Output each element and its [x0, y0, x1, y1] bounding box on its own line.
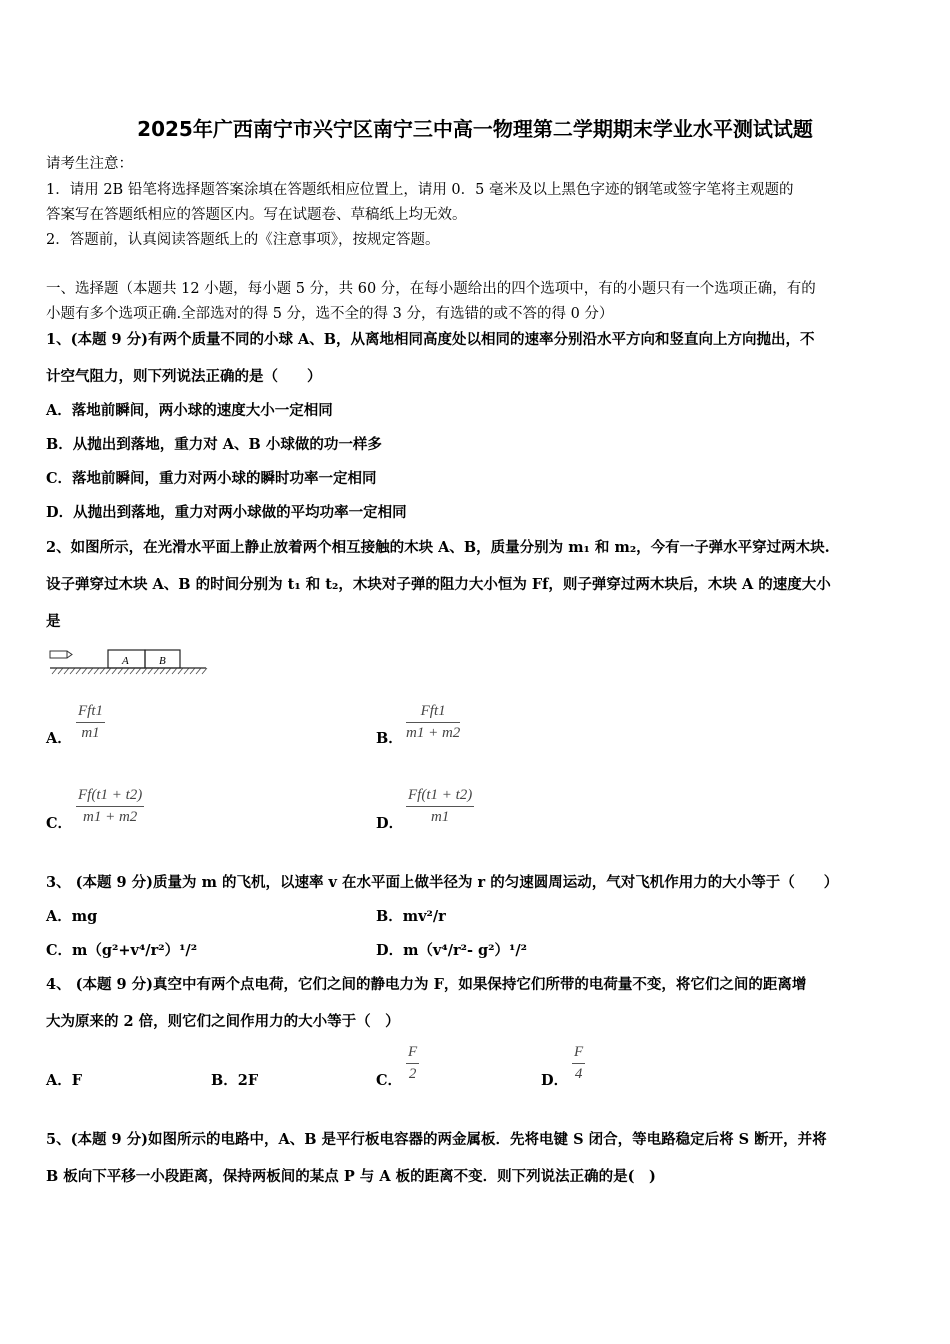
q4-stem-2: 大为原来的 2 倍，则它们之间作用力的大小等于（ ） [46, 1013, 400, 1030]
page-title: 2025年广西南宁市兴宁区南宁三中高一物理第二学期期末学业水平测试试题 [137, 117, 813, 141]
q1-option-d: D．从抛出到落地，重力对两小球做的平均功率一定相同 [46, 504, 407, 521]
q3-stem: 3、 (本题 9 分)质量为 m 的飞机，以速率 v 在水平面上做半径为 r 的匀速圆周运动，气对飞机作用力的大小等于（ ） [46, 874, 839, 891]
q2-option-c-denominator: m1 + m2 [82, 809, 138, 825]
q2-stem-1: 2、如图所示，在光滑水平面上静止放着两个相互接触的木块 A、B，质量分别为 m₁ 和 m₂，今有一子弹水平穿过两木块. [46, 539, 830, 556]
q2-option-b-fraction [406, 703, 460, 742]
q4-option-c-numerator: F [406, 1044, 419, 1064]
q1-option-a: A．落地前瞬间，两小球的速度大小一定相同 [46, 402, 333, 419]
q4-option-c-fraction [406, 1044, 419, 1083]
notice-line-2: 2．答题前，认真阅读答题纸上的《注意事项》，按规定答题。 [46, 232, 440, 248]
q2-option-d-denominator: m1 [430, 809, 450, 825]
notice-line-1a: 1．请用 2B 铅笔将选择题答案涂填在答题纸相应位置上，请用 0．5 毫米及以上黑色字迹的钢笔或签字笔将主观题的 [46, 182, 794, 198]
q2-option-b-label: B． [376, 730, 403, 747]
block-a-label: A [122, 655, 129, 667]
ground-hatch [52, 668, 207, 674]
q1-option-b: B．从抛出到落地，重力对 A、B 小球做的功一样多 [46, 436, 382, 453]
section-heading-1: 一、选择题（本题共 12 小题，每小题 5 分，共 60 分，在每小题给出的四个选项中，有的小题只有一个选项正确，有的 [46, 281, 816, 297]
q4-option-d-denominator: 4 [574, 1066, 583, 1082]
q3-option-d: D．m（v⁴/r²- g²）¹/² [376, 942, 528, 959]
q2-option-a-denominator: m1 [81, 725, 100, 741]
q2-option-a-numerator: Fft1 [76, 703, 105, 723]
notice-line-1b: 答案写在答题纸相应的答题区内。写在试题卷、草稿纸上均无效。 [46, 207, 467, 223]
q2-option-a-fraction [76, 703, 105, 742]
q2-option-c-numerator: Ff(t1 + t2) [76, 787, 144, 807]
block-b-label: B [159, 655, 166, 667]
section-heading-2: 小题有多个选项正确.全部选对的得 5 分，选不全的得 3 分，有选错的或不答的得 0 分） [46, 306, 614, 322]
q3-option-b: B．mv²/r [376, 908, 446, 925]
q4-option-c-label: C． [376, 1072, 403, 1089]
q2-option-a-label: A． [46, 730, 72, 747]
q3-option-c: C．m（g²+v⁴/r²）¹/² [46, 942, 198, 959]
q3-option-a: A．mg [46, 908, 98, 925]
q5-stem-1: 5、(本题 9 分)如图所示的电路中，A、B 是平行板电容器的两金属板．先将电键 S 闭合，等电路稳定后将 S 断开，并将 [46, 1131, 827, 1148]
q2-option-d-numerator: Ff(t1 + t2) [406, 787, 474, 807]
q2-stem-2: 设子弹穿过木块 A、B 的时间分别为 t₁ 和 t₂，木块对子弹的阻力大小恒为 Ff，则子弹穿过两木块后，木块 A 的速度大小 [46, 576, 831, 593]
q2-option-c-fraction [76, 787, 144, 826]
q1-stem-2: 计空气阻力，则下列说法正确的是（ ） [46, 368, 322, 385]
q4-option-d-numerator: F [572, 1044, 585, 1064]
q2-option-d-fraction [406, 787, 474, 826]
q4-option-b: B．2F [211, 1072, 259, 1089]
q2-option-c-label: C． [46, 815, 73, 832]
q2-option-b-denominator: m1 + m2 [406, 725, 461, 741]
notice-heading: 请考生注意： [46, 156, 133, 172]
q2-figure-blocks [46, 646, 211, 680]
q5-stem-2: B 板向下平移一小段距离，保持两板间的某点 P 与 A 板的距离不变．则下列说法正确的是( ) [46, 1168, 656, 1185]
q2-option-d-label: D． [376, 815, 404, 832]
q1-option-c: C．落地前瞬间，重力对两小球的瞬时功率一定相同 [46, 470, 377, 487]
q4-option-c-denominator: 2 [408, 1066, 417, 1082]
q4-option-d-fraction [572, 1044, 585, 1083]
bullet-icon [50, 651, 72, 658]
q4-stem-1: 4、 (本题 9 分)真空中有两个点电荷，它们之间的静电力为 F，如果保持它们所带的电荷量不变，将它们之间的距离增 [46, 976, 807, 993]
q1-stem-1: 1、(本题 9 分)有两个质量不同的小球 A、B，从离地相同高度处以相同的速率分别沿水平方向和竖直向上方向抛出，不 [46, 331, 815, 348]
q2-stem-3: 是 [46, 613, 61, 630]
q4-option-a: A．F [46, 1072, 83, 1089]
q2-option-b-numerator: Fft1 [406, 703, 460, 723]
q4-option-d-label: D． [541, 1072, 569, 1089]
